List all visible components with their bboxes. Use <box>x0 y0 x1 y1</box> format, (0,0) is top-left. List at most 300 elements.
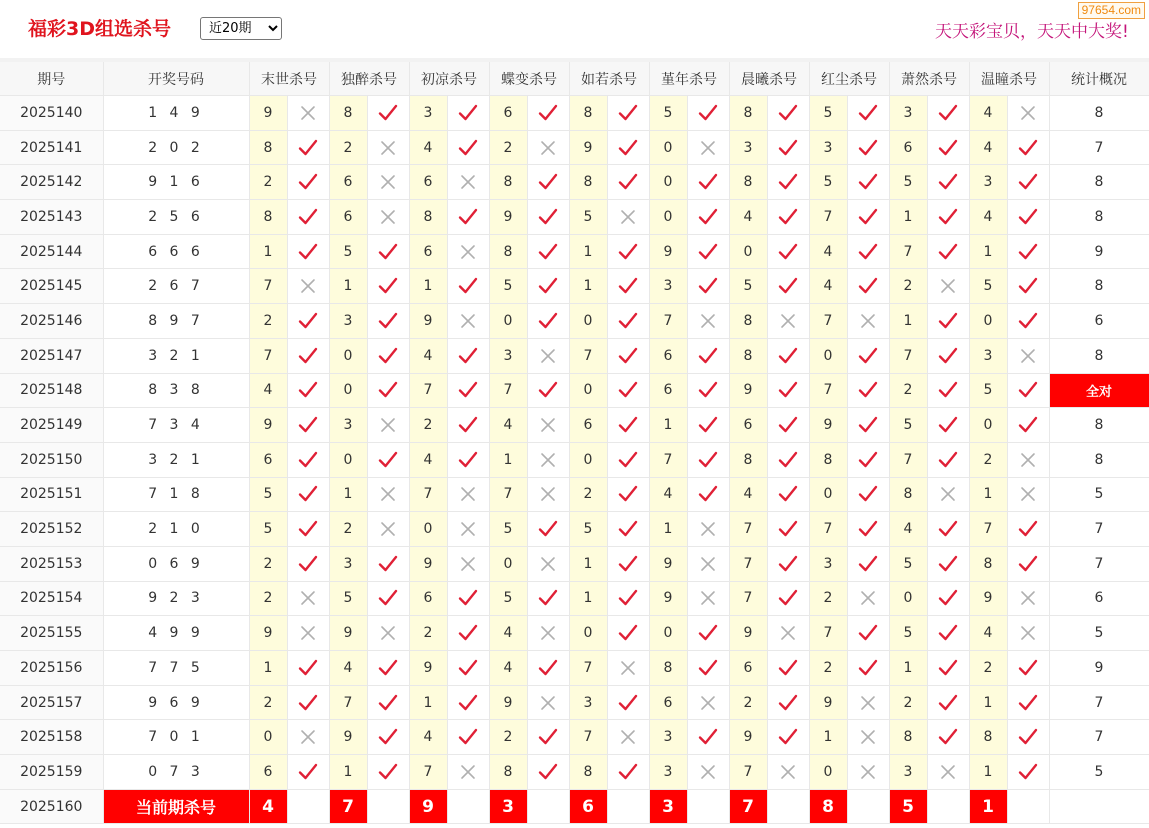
cross-icon <box>298 104 318 122</box>
kill-number-cell: 6 <box>649 685 687 720</box>
result-mark-cell <box>367 512 409 547</box>
table-row <box>0 477 1149 512</box>
check-icon <box>1018 312 1038 330</box>
table-row <box>0 685 1149 720</box>
result-mark-cell <box>927 616 969 651</box>
stat-cell: 6 <box>1049 581 1149 616</box>
result-mark-cell <box>527 373 569 408</box>
kill-number-cell: 5 <box>569 200 607 235</box>
result-mark-cell <box>607 685 649 720</box>
issue-cell: 2025147 <box>0 338 103 373</box>
result-mark-cell <box>687 96 729 131</box>
kill-number-cell: 9 <box>809 408 847 443</box>
kill-number-cell: 4 <box>809 234 847 269</box>
check-icon <box>538 173 558 191</box>
kill-number-cell: 1 <box>569 546 607 581</box>
result-mark-cell <box>607 96 649 131</box>
check-icon <box>1018 555 1038 573</box>
kill-number-cell: 2 <box>889 373 927 408</box>
check-icon <box>698 659 718 677</box>
check-icon <box>298 485 318 503</box>
check-icon <box>378 243 398 261</box>
result-mark-cell <box>447 408 489 443</box>
result-mark-cell <box>607 755 649 790</box>
current-kill-spacer <box>927 789 969 824</box>
result-mark-cell <box>287 96 329 131</box>
result-mark-cell <box>927 165 969 200</box>
result-mark-cell <box>1007 685 1049 720</box>
check-icon <box>1018 763 1038 781</box>
kill-number-cell: 7 <box>409 373 447 408</box>
check-icon <box>1018 173 1038 191</box>
kill-number-cell: 7 <box>329 685 367 720</box>
result-mark-cell <box>367 338 409 373</box>
kill-number-cell: 9 <box>489 685 527 720</box>
kill-number-cell: 8 <box>249 130 287 165</box>
check-icon <box>938 555 958 573</box>
kill-number-cell: 7 <box>889 442 927 477</box>
result-mark-cell <box>607 408 649 443</box>
result-mark-cell <box>607 165 649 200</box>
result-mark-cell <box>447 720 489 755</box>
result-mark-cell <box>687 651 729 686</box>
check-icon <box>778 104 798 122</box>
col-header-expert-3: 初凉杀号 <box>409 62 489 96</box>
kill-number-cell: 3 <box>809 130 847 165</box>
cross-icon <box>938 763 958 781</box>
col-header-expert-9: 萧然杀号 <box>889 62 969 96</box>
result-mark-cell <box>847 755 889 790</box>
draw-number-cell: 9 1 6 <box>103 165 249 200</box>
table-row <box>0 651 1149 686</box>
result-mark-cell <box>287 616 329 651</box>
draw-number-cell: 0 6 9 <box>103 546 249 581</box>
stat-cell: 7 <box>1049 685 1149 720</box>
result-mark-cell <box>367 651 409 686</box>
result-mark-cell <box>847 408 889 443</box>
kill-number-cell: 2 <box>489 720 527 755</box>
kill-number-cell: 8 <box>489 165 527 200</box>
kill-number-cell: 1 <box>889 200 927 235</box>
result-mark-cell <box>687 616 729 651</box>
result-mark-cell <box>607 338 649 373</box>
check-icon <box>378 589 398 607</box>
check-icon <box>778 139 798 157</box>
result-mark-cell <box>607 269 649 304</box>
check-icon <box>858 624 878 642</box>
kill-number-cell: 9 <box>409 651 447 686</box>
cross-icon <box>698 312 718 330</box>
kill-number-cell: 8 <box>569 96 607 131</box>
cross-icon <box>1018 347 1038 365</box>
check-icon <box>778 381 798 399</box>
cross-icon <box>378 624 398 642</box>
result-mark-cell <box>927 200 969 235</box>
result-mark-cell <box>847 512 889 547</box>
col-header-expert-1: 末世杀号 <box>249 62 329 96</box>
kill-number-cell: 1 <box>969 755 1007 790</box>
check-icon <box>618 555 638 573</box>
result-mark-cell <box>1007 130 1049 165</box>
result-mark-cell <box>927 720 969 755</box>
cross-icon <box>1018 624 1038 642</box>
check-icon <box>298 520 318 538</box>
kill-number-cell: 1 <box>969 477 1007 512</box>
kill-number-table <box>0 62 1149 824</box>
result-mark-cell <box>367 304 409 339</box>
issue-cell: 2025145 <box>0 269 103 304</box>
result-mark-cell <box>367 477 409 512</box>
kill-number-cell: 4 <box>969 200 1007 235</box>
table-row <box>0 200 1149 235</box>
kill-number-cell: 5 <box>889 546 927 581</box>
kill-number-cell: 1 <box>249 651 287 686</box>
cross-icon <box>378 173 398 191</box>
check-icon <box>1018 381 1038 399</box>
check-icon <box>938 139 958 157</box>
col-header-expert-2: 独醉杀号 <box>329 62 409 96</box>
kill-number-cell: 5 <box>329 581 367 616</box>
check-icon <box>858 173 878 191</box>
cross-icon <box>618 659 638 677</box>
kill-number-cell: 7 <box>809 512 847 547</box>
current-kill-spacer <box>447 789 489 824</box>
col-header-stat: 统计概况 <box>1049 62 1149 96</box>
kill-number-cell: 1 <box>569 269 607 304</box>
stat-cell: 6 <box>1049 304 1149 339</box>
result-mark-cell <box>687 408 729 443</box>
result-mark-cell <box>687 512 729 547</box>
issue-cell: 2025143 <box>0 200 103 235</box>
check-icon <box>618 173 638 191</box>
kill-number-cell: 6 <box>409 234 447 269</box>
kill-number-cell: 8 <box>329 96 367 131</box>
result-mark-cell <box>767 165 809 200</box>
kill-number-cell: 6 <box>409 581 447 616</box>
check-icon <box>458 659 478 677</box>
check-icon <box>698 173 718 191</box>
kill-number-cell: 7 <box>809 373 847 408</box>
cross-icon <box>938 485 958 503</box>
result-mark-cell <box>847 616 889 651</box>
kill-number-cell: 2 <box>489 130 527 165</box>
kill-number-cell: 8 <box>729 304 767 339</box>
issue-cell: 2025150 <box>0 442 103 477</box>
result-mark-cell <box>287 373 329 408</box>
draw-number-cell: 7 0 1 <box>103 720 249 755</box>
kill-number-cell: 5 <box>569 512 607 547</box>
check-icon <box>298 173 318 191</box>
check-icon <box>538 243 558 261</box>
draw-number-cell: 3 2 1 <box>103 442 249 477</box>
kill-number-cell: 4 <box>409 442 447 477</box>
issue-cell: 2025158 <box>0 720 103 755</box>
check-icon <box>858 555 878 573</box>
issue-cell: 2025149 <box>0 408 103 443</box>
result-mark-cell <box>527 200 569 235</box>
result-mark-cell <box>287 234 329 269</box>
table-row <box>0 581 1149 616</box>
kill-number-cell: 9 <box>329 720 367 755</box>
result-mark-cell <box>287 165 329 200</box>
slogan-text: 天天彩宝贝，天天中大奖! <box>935 22 1129 42</box>
cross-icon <box>1018 104 1038 122</box>
check-icon <box>458 277 478 295</box>
kill-number-cell: 7 <box>889 234 927 269</box>
kill-number-cell: 9 <box>249 408 287 443</box>
check-icon <box>1018 139 1038 157</box>
result-mark-cell <box>607 651 649 686</box>
table-row <box>0 165 1149 200</box>
result-mark-cell <box>1007 304 1049 339</box>
draw-number-cell: 7 3 4 <box>103 408 249 443</box>
issue-cell: 2025159 <box>0 755 103 790</box>
kill-number-cell: 9 <box>969 581 1007 616</box>
cross-icon <box>538 416 558 434</box>
check-icon <box>938 624 958 642</box>
result-mark-cell <box>927 546 969 581</box>
kill-number-cell: 6 <box>489 96 527 131</box>
kill-number-cell: 1 <box>249 234 287 269</box>
stat-cell: 8 <box>1049 200 1149 235</box>
kill-number-cell: 2 <box>329 512 367 547</box>
check-icon <box>778 277 798 295</box>
cross-icon <box>298 624 318 642</box>
check-icon <box>458 416 478 434</box>
result-mark-cell <box>687 685 729 720</box>
kill-number-cell: 9 <box>649 546 687 581</box>
table-row <box>0 304 1149 339</box>
result-mark-cell <box>687 442 729 477</box>
check-icon <box>618 485 638 503</box>
kill-number-cell: 6 <box>569 408 607 443</box>
kill-number-cell: 4 <box>489 651 527 686</box>
result-mark-cell <box>687 130 729 165</box>
kill-number-cell: 7 <box>649 442 687 477</box>
check-icon <box>698 416 718 434</box>
result-mark-cell <box>367 685 409 720</box>
result-mark-cell <box>447 477 489 512</box>
check-icon <box>858 381 878 399</box>
kill-number-cell: 9 <box>249 96 287 131</box>
check-icon <box>618 763 638 781</box>
result-mark-cell <box>527 304 569 339</box>
stat-cell: 5 <box>1049 755 1149 790</box>
current-kill-spacer <box>767 789 809 824</box>
check-icon <box>1018 520 1038 538</box>
kill-number-cell: 0 <box>809 755 847 790</box>
issue-cell: 2025141 <box>0 130 103 165</box>
stat-cell: 7 <box>1049 130 1149 165</box>
result-mark-cell <box>367 408 409 443</box>
kill-number-cell: 2 <box>249 581 287 616</box>
result-mark-cell <box>1007 651 1049 686</box>
current-period-row <box>0 789 1149 824</box>
kill-number-cell: 7 <box>569 651 607 686</box>
draw-number-cell: 9 6 9 <box>103 685 249 720</box>
result-mark-cell <box>1007 408 1049 443</box>
stat-cell: 全对 <box>1049 373 1149 408</box>
check-icon <box>618 347 638 365</box>
kill-number-cell: 1 <box>809 720 847 755</box>
result-mark-cell <box>287 651 329 686</box>
kill-number-cell: 0 <box>329 373 367 408</box>
kill-number-cell: 4 <box>649 477 687 512</box>
result-mark-cell <box>527 96 569 131</box>
cross-icon <box>538 451 558 469</box>
check-icon <box>778 416 798 434</box>
result-mark-cell <box>527 512 569 547</box>
kill-number-cell: 8 <box>729 165 767 200</box>
draw-number-cell: 6 6 6 <box>103 234 249 269</box>
draw-number-cell: 9 2 3 <box>103 581 249 616</box>
table-row <box>0 442 1149 477</box>
result-mark-cell <box>1007 200 1049 235</box>
result-mark-cell <box>1007 96 1049 131</box>
result-mark-cell <box>527 546 569 581</box>
kill-number-cell: 2 <box>409 408 447 443</box>
result-mark-cell <box>527 234 569 269</box>
check-icon <box>858 485 878 503</box>
kill-number-cell: 6 <box>249 442 287 477</box>
check-icon <box>458 728 478 746</box>
check-icon <box>538 763 558 781</box>
result-mark-cell <box>767 477 809 512</box>
col-header-expert-5: 如若杀号 <box>569 62 649 96</box>
result-mark-cell <box>287 546 329 581</box>
kill-number-cell: 0 <box>569 616 607 651</box>
kill-number-cell: 0 <box>649 130 687 165</box>
period-select[interactable] <box>200 17 282 40</box>
current-kill-spacer <box>847 789 889 824</box>
result-mark-cell <box>447 200 489 235</box>
result-mark-cell <box>687 477 729 512</box>
result-mark-cell <box>607 200 649 235</box>
kill-number-cell: 6 <box>249 755 287 790</box>
kill-number-cell: 0 <box>649 165 687 200</box>
check-icon <box>378 728 398 746</box>
check-icon <box>778 555 798 573</box>
check-icon <box>778 173 798 191</box>
result-mark-cell <box>767 200 809 235</box>
kill-number-cell: 2 <box>809 651 847 686</box>
result-mark-cell <box>1007 616 1049 651</box>
result-mark-cell <box>287 581 329 616</box>
result-mark-cell <box>447 616 489 651</box>
result-mark-cell <box>927 477 969 512</box>
table-row <box>0 96 1149 131</box>
result-mark-cell <box>607 373 649 408</box>
check-icon <box>458 347 478 365</box>
kill-number-cell: 5 <box>249 477 287 512</box>
result-mark-cell <box>527 720 569 755</box>
kill-number-cell: 4 <box>889 512 927 547</box>
result-mark-cell <box>767 304 809 339</box>
kill-number-cell: 6 <box>729 651 767 686</box>
col-header-expert-4: 蝶变杀号 <box>489 62 569 96</box>
kill-number-cell: 2 <box>889 685 927 720</box>
result-mark-cell <box>767 720 809 755</box>
kill-number-cell: 7 <box>889 338 927 373</box>
result-mark-cell <box>527 616 569 651</box>
check-icon <box>698 104 718 122</box>
kill-number-cell: 4 <box>249 373 287 408</box>
kill-number-cell: 1 <box>409 269 447 304</box>
table-row <box>0 373 1149 408</box>
kill-number-cell: 9 <box>729 720 767 755</box>
kill-number-cell: 8 <box>649 651 687 686</box>
issue-cell: 2025156 <box>0 651 103 686</box>
table-body <box>0 96 1149 824</box>
result-mark-cell <box>847 720 889 755</box>
result-mark-cell <box>767 755 809 790</box>
result-mark-cell <box>527 442 569 477</box>
kill-number-cell: 3 <box>889 755 927 790</box>
kill-number-cell: 7 <box>489 373 527 408</box>
result-mark-cell <box>847 651 889 686</box>
result-mark-cell <box>607 546 649 581</box>
kill-number-cell: 8 <box>729 96 767 131</box>
issue-cell: 2025152 <box>0 512 103 547</box>
kill-number-cell: 5 <box>969 269 1007 304</box>
result-mark-cell <box>687 755 729 790</box>
kill-number-cell: 5 <box>809 96 847 131</box>
kill-number-cell: 9 <box>249 616 287 651</box>
kill-number-cell: 8 <box>729 442 767 477</box>
result-mark-cell <box>847 200 889 235</box>
kill-number-cell: 9 <box>329 616 367 651</box>
check-icon <box>938 694 958 712</box>
result-mark-cell <box>847 546 889 581</box>
check-icon <box>458 624 478 642</box>
current-kill-label: 当前期杀号 <box>103 789 249 824</box>
table-row <box>0 755 1149 790</box>
page-title: 福彩3D组选杀号 <box>28 18 171 40</box>
kill-number-cell: 7 <box>249 338 287 373</box>
result-mark-cell <box>527 165 569 200</box>
kill-number-cell: 4 <box>969 616 1007 651</box>
kill-number-cell: 7 <box>969 512 1007 547</box>
check-icon <box>938 589 958 607</box>
table-row <box>0 269 1149 304</box>
result-mark-cell <box>1007 546 1049 581</box>
result-mark-cell <box>927 269 969 304</box>
kill-number-cell: 0 <box>569 442 607 477</box>
result-mark-cell <box>527 755 569 790</box>
check-icon <box>698 381 718 399</box>
result-mark-cell <box>367 200 409 235</box>
stat-cell: 7 <box>1049 720 1149 755</box>
kill-number-cell: 1 <box>489 442 527 477</box>
result-mark-cell <box>607 616 649 651</box>
stat-cell: 8 <box>1049 269 1149 304</box>
check-icon <box>938 728 958 746</box>
kill-number-cell: 1 <box>329 755 367 790</box>
cross-icon <box>458 485 478 503</box>
check-icon <box>1018 277 1038 295</box>
kill-number-cell: 1 <box>569 234 607 269</box>
check-icon <box>778 520 798 538</box>
check-icon <box>858 347 878 365</box>
result-mark-cell <box>447 755 489 790</box>
result-mark-cell <box>1007 581 1049 616</box>
result-mark-cell <box>367 165 409 200</box>
kill-number-cell: 9 <box>729 373 767 408</box>
result-mark-cell <box>927 304 969 339</box>
cross-icon <box>458 520 478 538</box>
cross-icon <box>858 763 878 781</box>
result-mark-cell <box>927 373 969 408</box>
